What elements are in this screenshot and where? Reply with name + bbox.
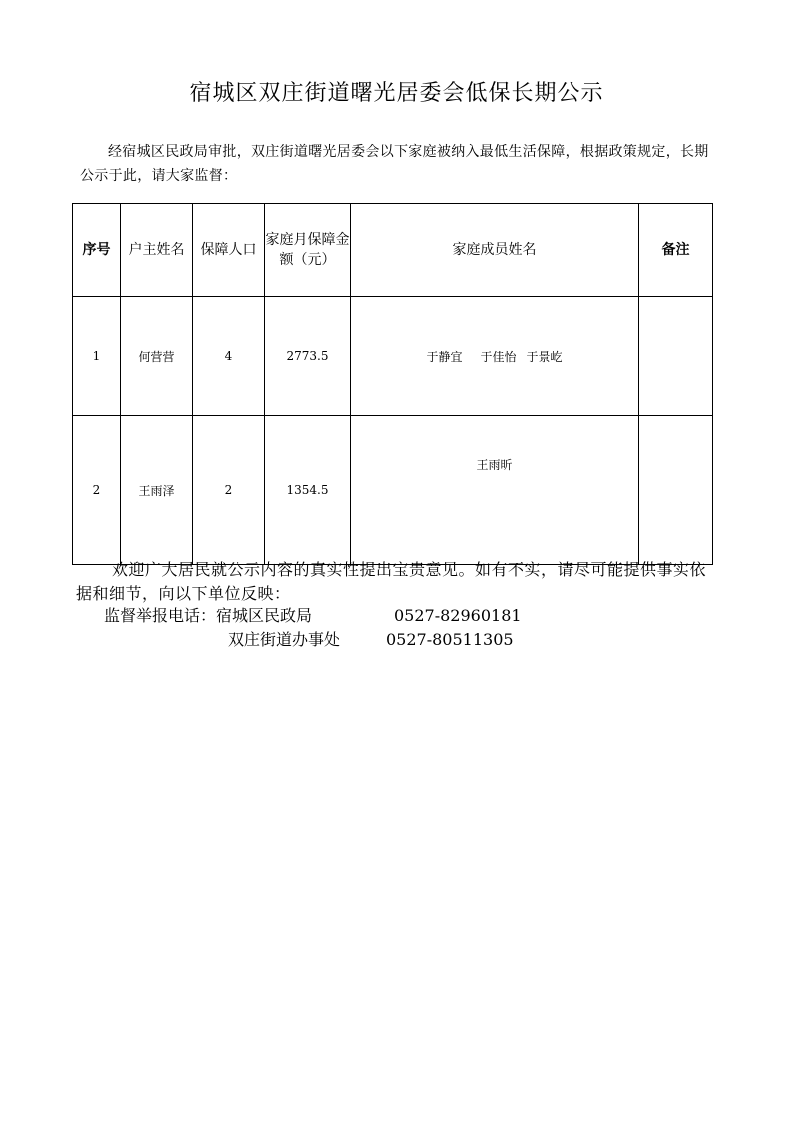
contact-label: 监督举报电话：宿城区民政局 [104, 606, 313, 625]
cell-covered: 2 [193, 416, 265, 565]
cell-seq: 2 [73, 416, 121, 565]
recipient-table [72, 203, 713, 565]
header-covered: 保障人口 [193, 204, 265, 297]
contact-label: 双庄街道办事处 [228, 630, 341, 649]
member-name: 王雨昕 [476, 458, 513, 472]
cell-seq: 1 [73, 297, 121, 416]
table-row [73, 416, 713, 565]
table-row [73, 297, 713, 416]
cell-head-name: 王雨泽 [121, 416, 193, 565]
header-amount: 家庭月保障金额（元） [265, 204, 351, 297]
header-head-name: 户主姓名 [121, 204, 193, 297]
cell-members [351, 297, 639, 416]
header-seq: 序号 [73, 204, 121, 297]
cell-remarks [639, 416, 713, 565]
contact-street-office [228, 628, 514, 652]
cell-remarks [639, 297, 713, 416]
cell-covered: 4 [193, 297, 265, 416]
header-remarks: 备注 [639, 204, 713, 297]
closing-text: 欢迎广大居民就公示内容的真实性提出宝贵意见。如有不实，请尽可能提供事实依据和细节，向以下单位反映： [76, 560, 707, 603]
cell-amount: 2773.5 [265, 297, 351, 416]
member-name: 于佳怡 [480, 349, 517, 364]
cell-head-name: 何营营 [121, 297, 193, 416]
cell-amount: 1354.5 [265, 416, 351, 565]
contact-phone: 0527-80511305 [386, 630, 514, 649]
table-header-row [73, 204, 713, 297]
contact-civil-affairs [104, 604, 522, 628]
closing-paragraph [76, 558, 716, 606]
intro-paragraph: 经宿城区民政局审批，双庄街道曙光居委会以下家庭被纳入最低生活保障，根据政策规定，长期公示于此，请大家监督： [80, 144, 709, 184]
member-name: 于静宜 [426, 349, 463, 364]
page-title: 宿城区双庄街道曙光居委会低保长期公示 [189, 81, 604, 106]
member-name: 于景屹 [526, 349, 563, 364]
cell-members [351, 416, 639, 565]
header-members: 家庭成员姓名 [351, 204, 639, 297]
contact-phone: 0527-82960181 [394, 606, 522, 625]
